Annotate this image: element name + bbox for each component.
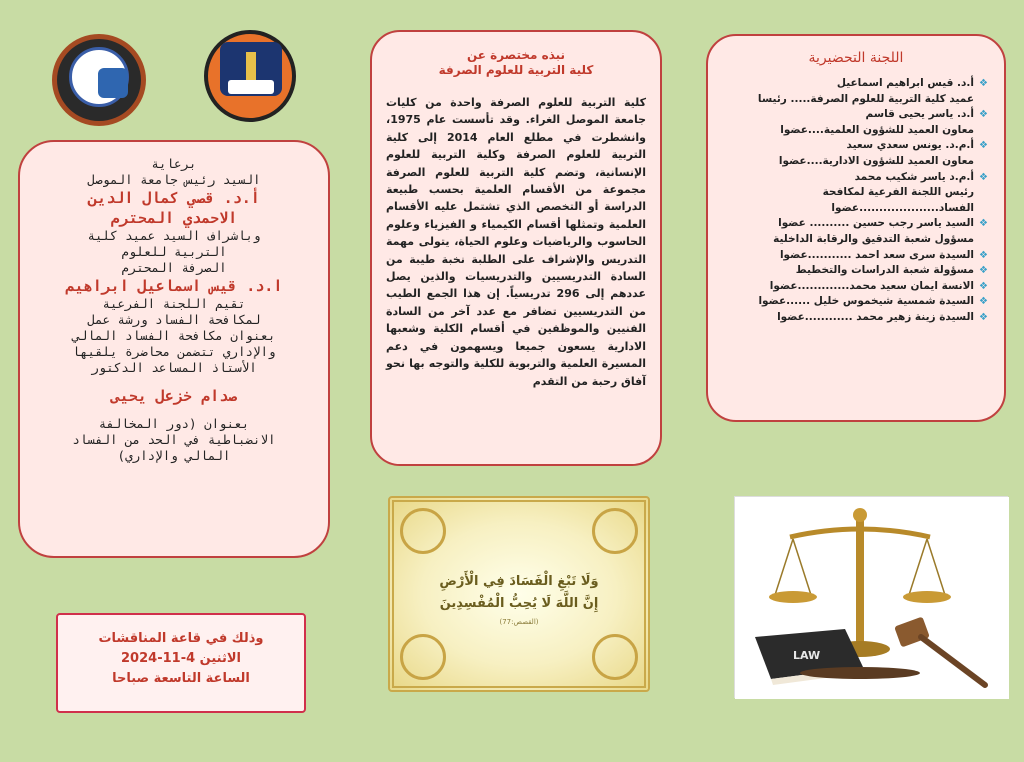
committee-member: ❖ أ.م.د ياسر شكيب محمد رئيس اللجنة الفرعية لمكافحة الفساد....................عضوا — [822, 170, 988, 214]
dean-name: ا.د. قيس اسماعيل ابراهيم — [65, 277, 283, 295]
committee-member: ❖ الانسة ايمان سعيد محمد.............عضوا — [724, 279, 988, 295]
committee-member: ❖ أ.م.د. يونس سعدي سعيد معاون العميد للشؤون الادارية....عضوا — [778, 139, 988, 167]
book-icon — [228, 80, 274, 94]
diamond-bullet-icon: ❖ — [979, 296, 988, 308]
committee-member: ❖ السيد ياسر رجب حسين .......... عضوا مسؤول شعبة التدقيق والرقابة الداخلية — [773, 217, 988, 245]
ornament-icon — [592, 508, 638, 554]
sponsor-line: لمكافحة الفساد ورشة عمل — [87, 312, 261, 327]
committee-member: ❖ السيدة زينة زهير محمد ............عضوا — [724, 310, 988, 326]
preparatory-committee-panel — [706, 34, 1006, 422]
venue-box — [56, 613, 306, 713]
verse-reference: (القصص:77) — [499, 618, 539, 626]
university-president-name: أ.د. قصي كمال الدين — [88, 189, 260, 207]
ornament-icon — [400, 634, 446, 680]
diamond-bullet-icon: ❖ — [979, 78, 988, 89]
verse-line: إِنَّ اللَّهَ لَا يُحِبُّ الْمُفْسِدِينَ — [439, 596, 599, 611]
committee-list — [724, 76, 988, 326]
diamond-bullet-icon: ❖ — [979, 171, 988, 183]
venue-location: وذلك في قاعة المناقشات — [98, 631, 264, 646]
committee-member: ❖ السيدة سرى سعد احمد ...........عضوا — [724, 248, 988, 264]
diamond-bullet-icon: ❖ — [979, 249, 988, 261]
brief-title: كلية التربية للعلوم الصرفة — [438, 63, 594, 77]
committee-member: ❖ أ.د. ياسر يحيى قاسم معاون العميد للشؤون العلمية....عضوا — [780, 108, 988, 136]
svg-text:LAW: LAW — [793, 649, 821, 662]
committee-member: ❖ مسؤولة شعبة الدراسات والتخطيط — [724, 263, 988, 279]
diamond-bullet-icon: ❖ — [979, 311, 988, 323]
ornament-icon — [400, 508, 446, 554]
scales-of-justice-icon — [735, 497, 1009, 699]
diamond-bullet-icon: ❖ — [979, 218, 988, 230]
sponsorship-panel — [18, 140, 330, 558]
committee-title: اللجنة التحضيرية — [808, 50, 904, 66]
committee-member: ❖ أ.د. قيس ابراهيم اسماعيل عميد كلية التربية للعلوم الصرفة..... رئيسا — [757, 77, 988, 105]
diamond-bullet-icon: ❖ — [979, 265, 988, 277]
verse-line: وَلَا تَبْغِ الْفَسَادَ فِي الْأَرْضِ — [439, 574, 599, 589]
lecture-title: الانضباطية في الحد من الفساد — [72, 432, 276, 447]
college-brief-panel — [370, 30, 662, 466]
quran-verse-frame — [388, 496, 650, 692]
university-president-name: الاحمدي المحترم — [110, 209, 238, 227]
diamond-bullet-icon: ❖ — [979, 109, 988, 121]
lecture-title: بعنوان (دور المخالفة — [98, 416, 250, 431]
venue-time: الساعة التاسعة صباحا — [112, 671, 250, 686]
sponsor-line: وباشراف السيد عميد كلية — [87, 228, 261, 243]
brief-body: كلية التربية للعلوم الصرفة واحدة من كليات جامعة الموصل الغراء. وقد تأسست عام 1975، وانشطرت في مطلع العام 2014 إلى كلية التربية للعلوم الصرفة وكلية التربية للعلوم الإنسانية، وتضم كلية التربية للعلوم الصرفة مجموعة من الأقسام العلمية بحسب طبيعة الدراسة أو التخصص الذي تشتمل عليه الأقسام العلمية وتمثلها أقسام الكيمياء و الفيزياء وعلوم الحاسوب والرياضيات وعلوم الحياة، يتولى مهمة التدريس والإشراف على الطلبة نخبة طيبة من السادة التدريسيين والتدريسيات والذين يصل عددهم إلى 296 تدريسياً. إن هذا الجمع الطيب من التدريسيين تضافر مع عدد آخر من السادة الفنيين والموظفين في أقسام الكلية وشعبها الادارية يسعون جميعا ويسهمون في دعم المسيرة العلمية والتربوية للكلية والتوجه بها نحو آفاق رحبة من التقدم — [386, 96, 646, 388]
sponsor-line: تقيم اللجنة الفرعية — [102, 296, 246, 311]
sponsor-line: التربية للعلوم — [121, 244, 227, 259]
sponsor-line: السيد رئيس جامعة الموصل — [87, 172, 261, 187]
venue-date: الاثنين 4-11-2024 — [121, 651, 241, 666]
justice-image — [734, 496, 1008, 698]
committee-member: ❖ السيدة شمسية شيخموس خليل ......عضوا — [724, 294, 988, 310]
diamond-bullet-icon: ❖ — [979, 140, 988, 152]
sponsor-line: الأستاذ المساعد الدكتور — [91, 360, 257, 375]
college-logo-emblem — [69, 47, 129, 107]
lecturer-name: صدام خزعل يحيى — [110, 387, 238, 405]
university-logo — [204, 30, 296, 122]
sponsor-line: بعنوان مكافحة الفساد المالي — [72, 328, 276, 343]
college-logo — [52, 34, 146, 126]
lecture-title: المالي والإداري) — [117, 448, 231, 463]
sponsor-line: برعاية — [151, 156, 197, 171]
diamond-bullet-icon: ❖ — [979, 280, 988, 292]
brief-title: نبذه مختصرة عن — [466, 48, 566, 62]
sponsor-line: الصرفة المحترم — [121, 260, 227, 275]
ornament-icon — [592, 634, 638, 680]
sponsor-line: والإداري تتضمن محاضرة يلقيها — [72, 344, 276, 359]
